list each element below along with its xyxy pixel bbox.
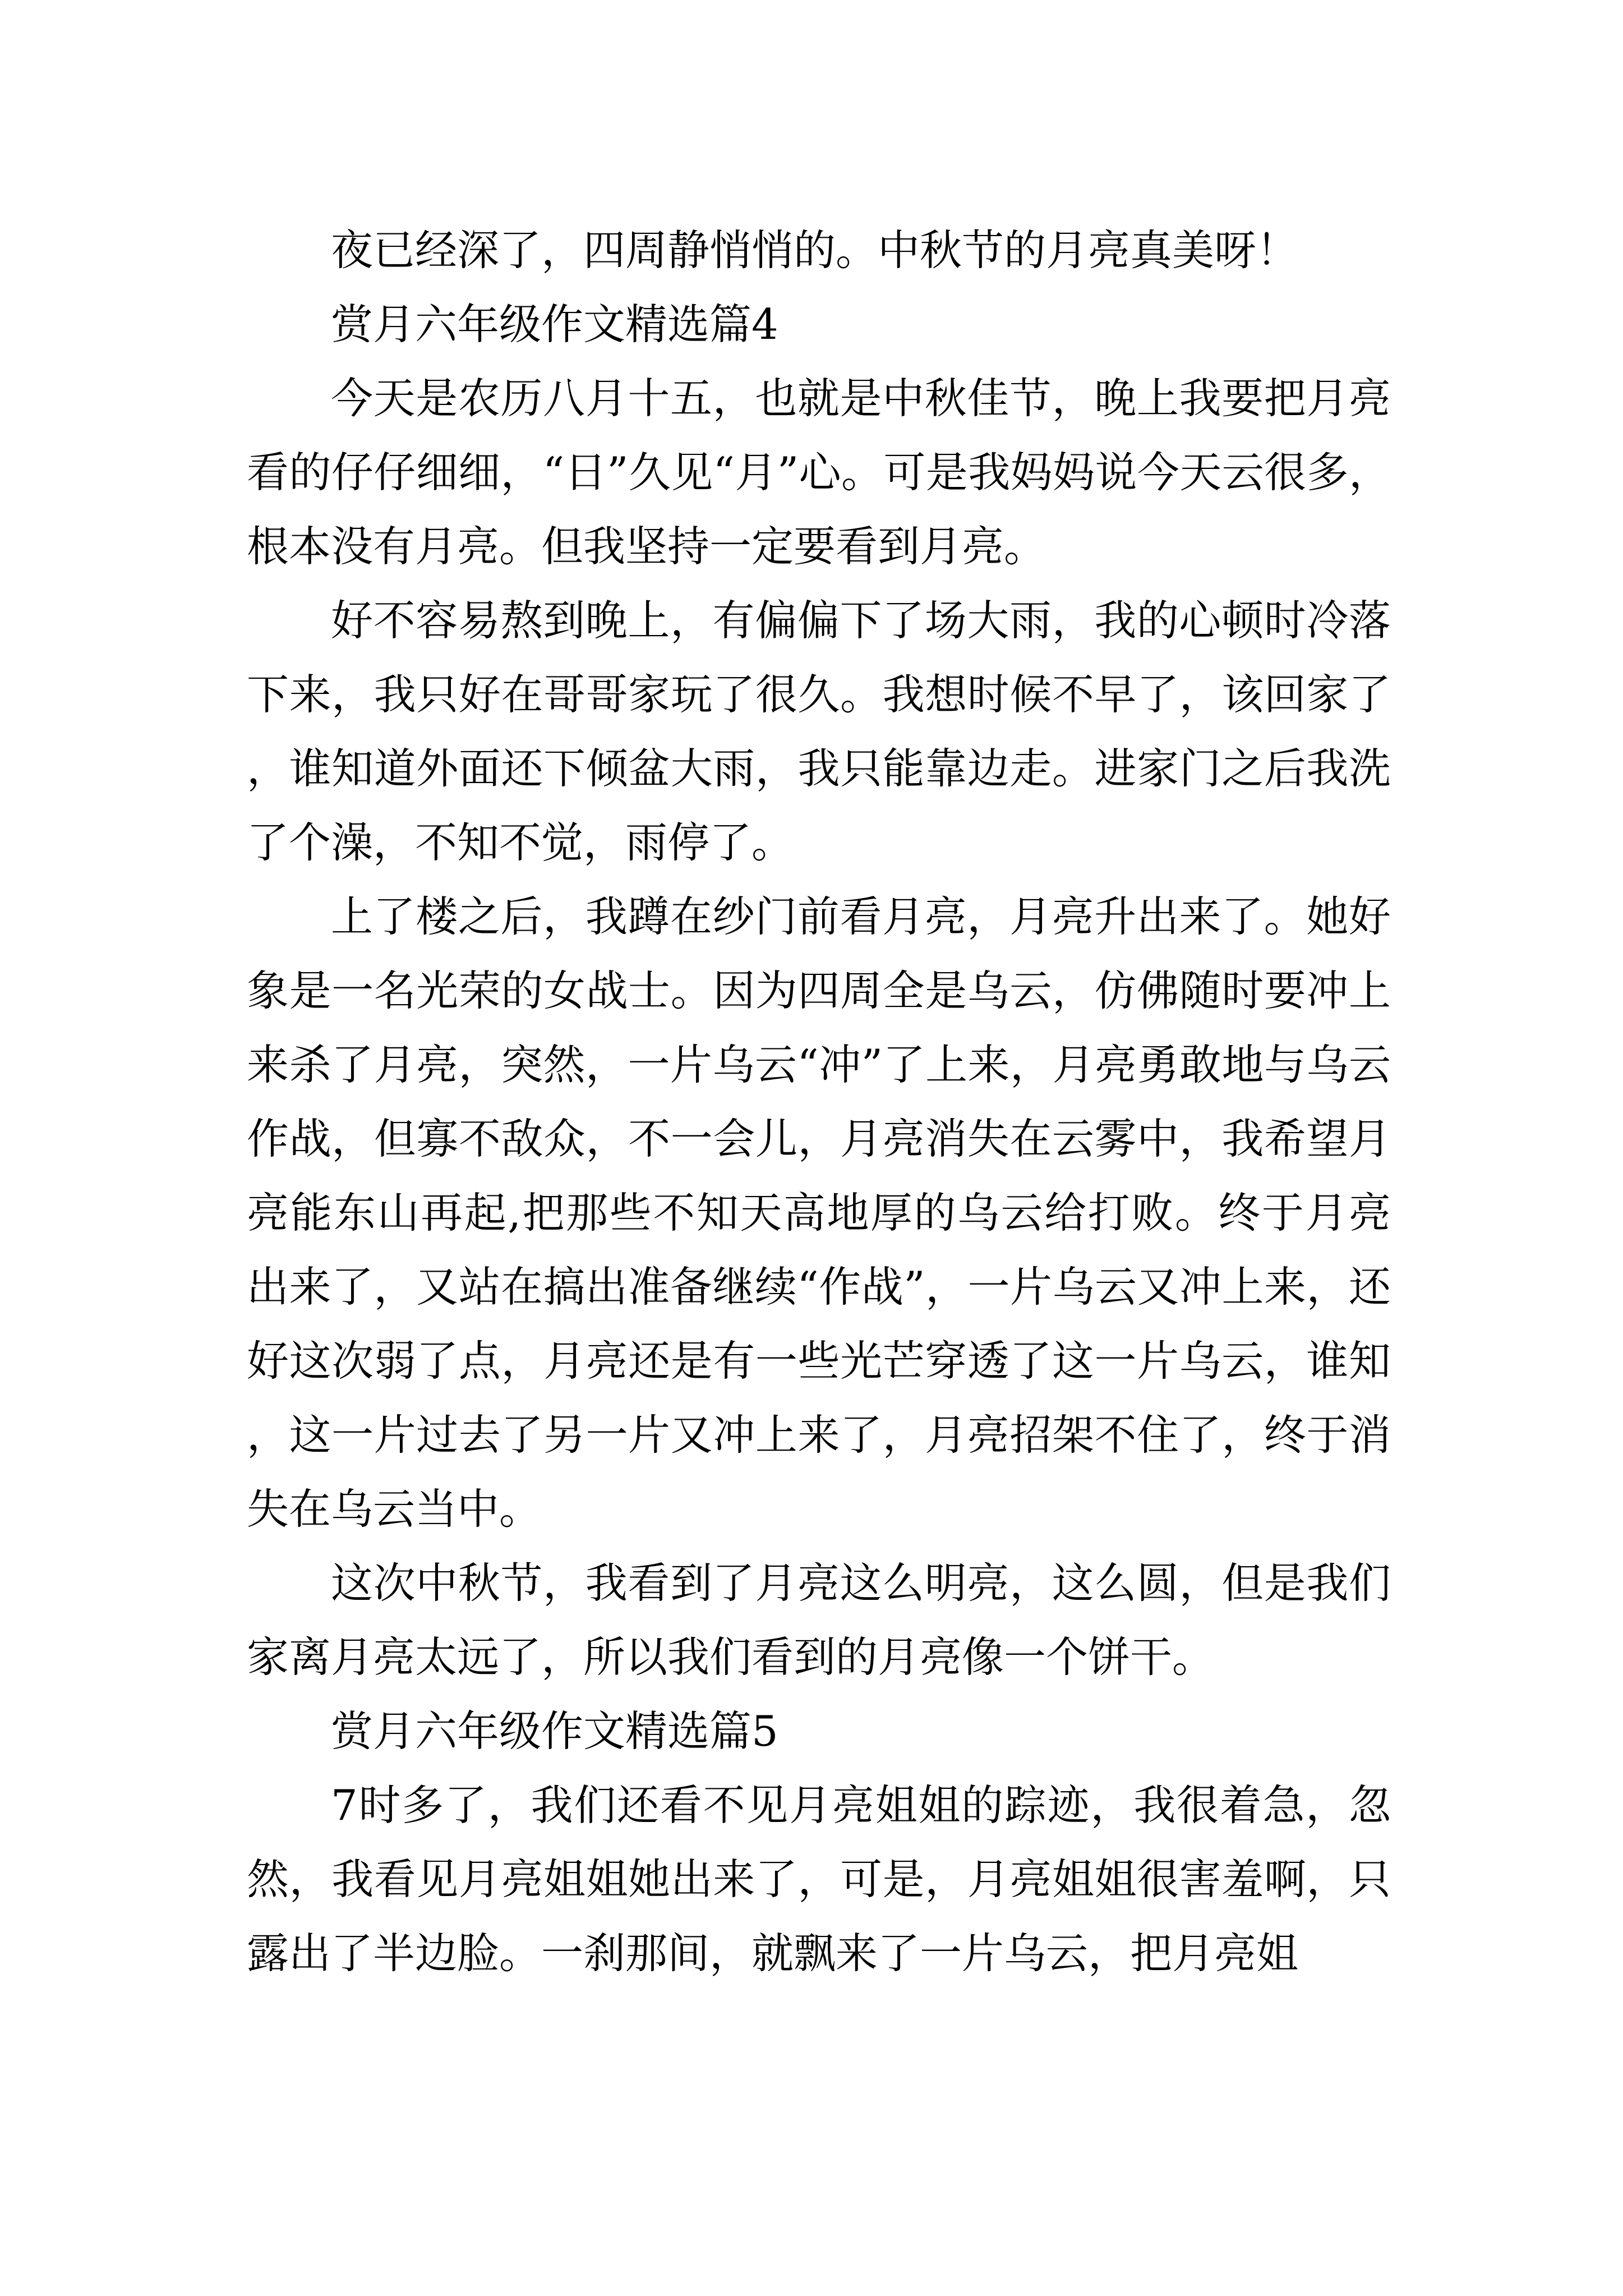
paragraph-mid-autumn-intro: 今天是农历八月十五，也就是中秋佳节，晚上我要把月亮看的仔仔细细，“日”久见“月”心。可是我妈妈说今天云很多，根本没有月亮。但我坚持一定要看到月亮。 xyxy=(247,374,1391,571)
paragraph-seven-oclock: 7时多了，我们还看不见月亮姐姐的踪迹，我很着急，忽然，我看见月亮姐姐她出来了，可是，月亮姐姐很害羞啊，只露出了半边脸。一刹那间，就飘来了一片乌云，把月亮姐 xyxy=(247,1780,1391,1978)
essay-heading-4: 赏月六年级作文精选篇4 xyxy=(331,300,778,349)
essay-heading-5: 赏月六年级作文精选篇5 xyxy=(331,1706,778,1756)
essay-body xyxy=(247,213,1391,1990)
paragraph-closing-line: 夜已经深了，四周静悄悄的。中秋节的月亮真美呀！ xyxy=(331,226,1299,275)
paragraph-moon-battle: 上了楼之后，我蹲在纱门前看月亮，月亮升出来了。她好象是一名光荣的女战士。因为四周全是乌云，仿佛随时要冲上来杀了月亮，突然，一片乌云“冲”了上来，月亮勇敢地与乌云作战，但寡不敌众，不一会儿，月亮消失在云雾中，我希望月亮能东山再起,把那些不知天高地厚的乌云给打败。终于月亮出来了，又站在搞出准备继续“作战”，一片乌云又冲上来，还好这次弱了点，月亮还是有一些光芒穿透了这一片乌云，谁知，这一片过去了另一片又冲上来了，月亮招架不住了，终于消失在乌云当中。 xyxy=(247,892,1391,1534)
paragraph-moon-biscuit: 这次中秋节，我看到了月亮这么明亮，这么圆，但是我们家离月亮太远了，所以我们看到的月亮像一个饼干。 xyxy=(247,1558,1391,1682)
paragraph-rain: 好不容易熬到晚上，有偏偏下了场大雨，我的心顿时冷落下来，我只好在哥哥家玩了很久。我想时候不早了，该回家了，谁知道外面还下倾盆大雨，我只能靠边走。进家门之后我洗了个澡，不知不觉，雨停了。 xyxy=(247,596,1391,867)
